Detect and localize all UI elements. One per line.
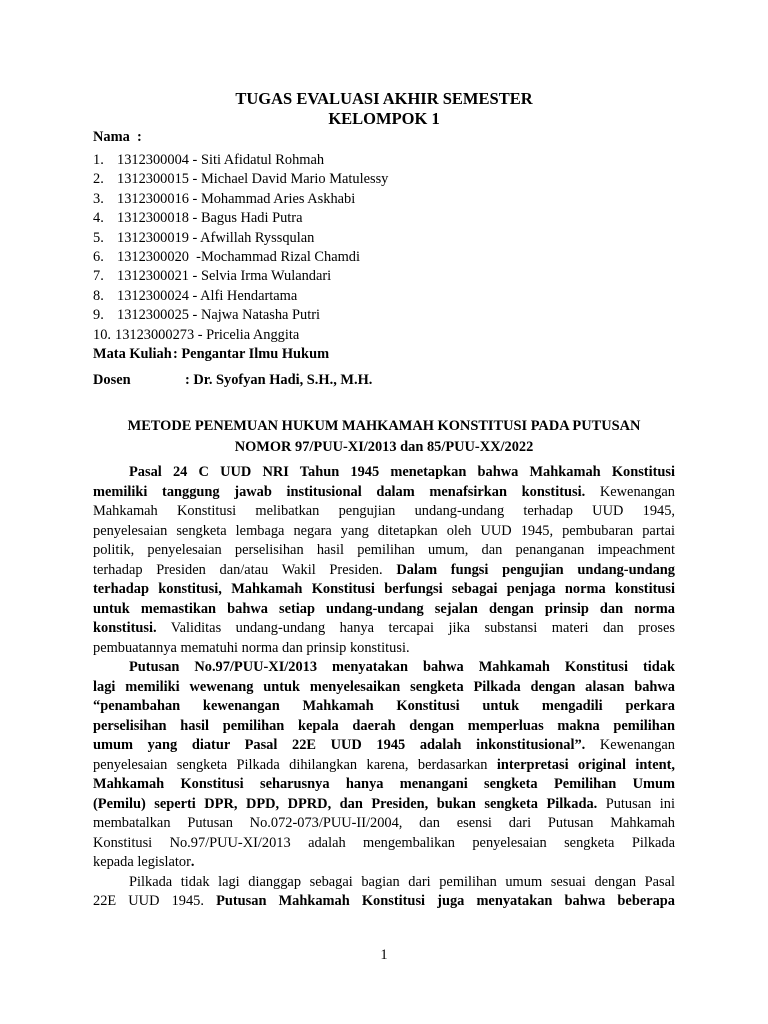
member-number: 9. [93,307,104,324]
text-run: Pilkada tidak lagi dianggap sebagai bagian dari pemilihan umum sesuai dengan Pasal [129,874,675,890]
member-item: 1312300016 - Mohammad Aries Askhabi [117,190,356,207]
text-run: Validitas undang-undang hanya tercapai jika substansi materi dan proses [156,620,675,636]
section-title-line-1: METODE PENEMUAN HUKUM MAHKAMAH KONSTITUSI PADA PUTUSAN [127,418,641,434]
body-line [129,658,675,678]
member-item: 13123000273 - Pricelia Anggita [115,326,300,343]
text-run: terhadap Presiden dan/atau Wakil Presiden. [93,562,397,578]
member-item: 1312300021 - Selvia Irma Wulandari [117,268,332,285]
section-title-line-2: NOMOR 97/PUU-XI/2013 dan 85/PUU-XX/2022 [234,439,534,455]
member-number: 4. [93,210,104,227]
bold-text: . [190,854,195,870]
text-run: pembuatannya mematuhi norma dan prinsip konstitusi. [93,640,410,656]
text-run: Kewenangan [585,737,675,753]
bold-text: untuk memastikan bahwa setiap undang-undang sejalan dengan prinsip dan norma [93,601,675,617]
body-line [93,814,675,834]
lecturer-value: : Dr. Syofyan Hadi, S.H., M.H. [185,372,373,388]
member-item: 1312300018 - Bagus Hadi Putra [117,210,303,227]
document-title-line-2: KELOMPOK 1 [328,109,440,128]
bold-text: perselisihan hasil pemilihan kepala daerah dengan memperluas makna pemilihan [93,718,675,734]
lecturer-label: Dosen [93,372,131,388]
bold-text: konstitusi. [93,620,157,636]
bold-text: Dalam fungsi pengujian undang-undang [396,562,675,578]
member-item: 1312300004 - Siti Afidatul Rohmah [117,152,325,168]
bold-text: umum yang diatur Pasal 22E UUD 1945 adalah inkonstitusional”. [93,737,586,753]
body-line [93,736,675,756]
document-title-line-1: TUGAS EVALUASI AKHIR SEMESTER [235,89,533,108]
body-line [93,483,675,503]
body-line [93,522,675,542]
body-line [93,697,675,717]
member-item: 1312300019 - Afwillah Ryssqulan [117,229,315,246]
bold-text: (Pemilu) seperti DPR, DPD, DPRD, dan Presiden, bukan sengketa Pilkada. [93,796,598,812]
bold-text: memiliki tanggung jawab institusional dalam menafsirkan konstitusi. [93,484,586,500]
member-number: 8. [93,287,104,304]
bold-text: Mahkamah Konstitusi seharusnya hanya menangani sengketa Pemilihan Umum [93,776,675,792]
text-run: penyelesaian sengketa lembaga negara yang ditetapkan oleh UUD 1945, pembubaran partai [93,523,675,539]
body-line [93,639,675,659]
page-number: 1 [380,947,388,963]
body-line [93,795,675,815]
bold-text: lagi memiliki wewenang untuk menyelesaikan sengketa Pilkada dengan alasan bahwa [93,679,675,695]
member-item: 1312300025 - Najwa Natasha Putri [117,307,321,324]
body-line [93,717,675,737]
body-line [93,541,675,561]
body-line [93,892,675,912]
course-value: : Pengantar Ilmu Hukum [173,346,330,362]
members-label: Nama : [93,129,142,145]
text-run: Mahkamah Konstitusi melibatkan pengujian undang-undang terhadap UUD 1945, [93,503,675,519]
body-line [93,853,675,873]
text-run: Putusan ini [597,796,675,812]
member-number: 7. [93,268,104,285]
text-run: politik, penyelesaian perselisihan hasil pemilihan umum, dan penanganan impeachment [93,542,675,558]
body-line [93,502,675,522]
text-run: kepada legislator [93,854,191,870]
body-line [93,561,675,581]
bold-text: “penambahan kewenangan Mahkamah Konstitusi untuk mengadili perkara [93,698,675,714]
bold-text: terhadap konstitusi, Mahkamah Konstitusi berfungsi sebagai penjaga norma konstitusi [93,581,675,597]
body-line [93,600,675,620]
body-line [129,873,675,893]
text-run: penyelesaian sengketa Pilkada dihilangkan karena, berdasarkan [93,757,497,773]
member-number: 10. [93,326,111,343]
member-number: 3. [93,190,104,207]
course-label: Mata Kuliah [93,346,172,362]
member-item: 1312300024 - Alfi Hendartama [117,287,298,304]
member-number: 2. [93,171,104,188]
bold-text: interpretasi original intent, [496,757,675,773]
body-line [93,580,675,600]
member-number: 1. [93,152,104,168]
bold-text: Putusan Mahkamah Konstitusi juga menyatakan bahwa beberapa [216,893,675,909]
member-number: 5. [93,229,104,246]
bold-text: Pasal 24 C UUD NRI Tahun 1945 menetapkan bahwa Mahkamah Konstitusi [129,464,675,480]
text-run: membatalkan Putusan No.072-073/PUU-II/2004, dan esensi dari Putusan Mahkamah [93,815,675,831]
body-line [93,775,675,795]
text-run: 22E UUD 1945. [93,893,217,909]
body-line [93,619,675,639]
text-run: Konstitusi No.97/PUU-XI/2013 adalah mengembalikan penyelesaian sengketa Pilkada [93,835,675,851]
body-line [93,756,675,776]
member-item: 1312300015 - Michael David Mario Matulessy [117,171,389,188]
body-line [93,834,675,854]
body-line [129,463,675,483]
member-item: 1312300020 -Mochammad Rizal Chamdi [117,249,361,265]
text-run: Kewenangan [585,484,675,500]
body-line [93,678,675,698]
member-number: 6. [93,249,104,265]
bold-text: Putusan No.97/PUU-XI/2013 menyatakan bahwa Mahkamah Konstitusi tidak [129,659,675,675]
